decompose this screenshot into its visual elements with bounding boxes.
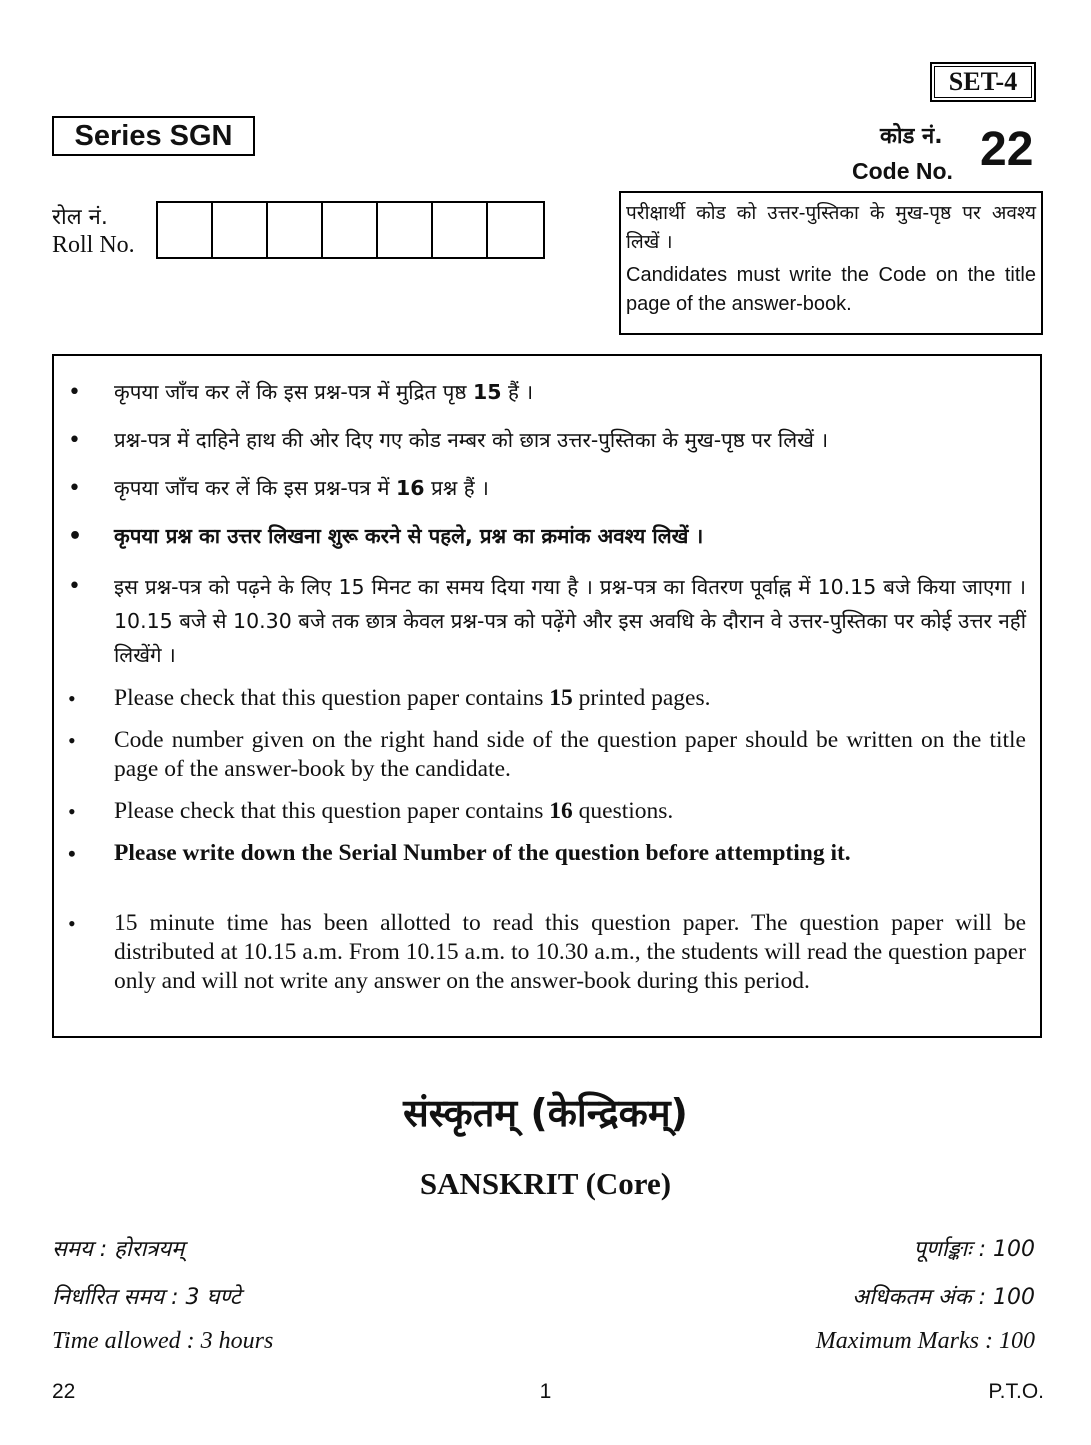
bullet-icon: • xyxy=(68,574,81,599)
marks-hindi-1: पूर्णाङ्काः : 100 xyxy=(913,1237,1035,1262)
roll-cell[interactable] xyxy=(158,203,213,257)
instruction-item: • 15 minute time has been allotted to read this question paper. The question paper will be distributed at 10.15 a.m. From 10.15 a.m. to 10.30 a.m., the students will read the question paper only and will not write any answer on the answer-book during this period. xyxy=(68,910,1026,994)
instruction-item: • Please check that this question paper contains 16 questions. xyxy=(68,798,674,824)
candidate-note-hindi: परीक्षार्थी कोड को उत्तर-पुस्तिका के मुख-पृष्ठ पर अवश्य लिखें । xyxy=(626,202,1036,253)
time-hindi-1: समय : होरात्रयम् xyxy=(52,1237,185,1262)
footer-code: 22 xyxy=(52,1380,76,1403)
subject-title-hindi: संस्कृतम् (केन्द्रिकम्) xyxy=(403,1091,688,1135)
roll-cell[interactable] xyxy=(488,203,543,257)
instruction-item: • Please write down the Serial Number of the question before attempting it. xyxy=(68,840,851,866)
roll-cell[interactable] xyxy=(378,203,433,257)
instruction-item: • कृपया जाँच कर लें कि इस प्रश्न-पत्र में मुद्रित पृष्ठ 15 हैं । xyxy=(68,380,534,405)
candidate-note-english: Candidates must write the Code on the title page of the answer-book. xyxy=(626,264,1036,315)
code-label-hindi: कोड नं. xyxy=(880,124,943,149)
bullet-icon: • xyxy=(68,476,81,501)
bullet-icon: • xyxy=(68,728,76,753)
instruction-item: • कृपया जाँच कर लें कि इस प्रश्न-पत्र में 16 प्रश्न हैं । xyxy=(68,476,489,501)
bullet-icon: • xyxy=(68,911,76,936)
bullet-icon: • xyxy=(68,380,81,405)
code-number: 22 xyxy=(980,123,1034,176)
series-label: Series SGN xyxy=(52,116,255,156)
bullet-icon: • xyxy=(68,799,76,824)
marks-hindi-2: अधिकतम अंक : 100 xyxy=(852,1285,1035,1310)
roll-cell[interactable] xyxy=(323,203,378,257)
bullet-icon: • xyxy=(68,686,76,711)
instruction-item: • इस प्रश्न-पत्र को पढ़ने के लिए 15 मिनट का समय दिया गया है । प्रश्न-पत्र का वितरण पूर्वाह्न में 10.15 बजे किया जाएगा । 10.15 बजे से 10.30 बजे तक छात्र केवल प्रश्न-पत्र को पढ़ेंगे और इस अवधि के दौरान वे उत्तर-पुस्तिका पर कोई उत्तर नहीं लिखेंगे । xyxy=(114,570,1026,672)
bullet-icon: • xyxy=(68,428,81,453)
time-hindi-2: निर्धारित समय : 3 घण्टे xyxy=(52,1285,241,1310)
roll-label-hindi: रोल नं. xyxy=(52,205,108,230)
instruction-item: • Please check that this question paper contains 15 printed pages. xyxy=(68,685,711,711)
footer-pto: P.T.O. xyxy=(988,1380,1044,1403)
bullet-icon: • xyxy=(68,524,83,549)
instruction-item: • प्रश्न-पत्र में दाहिने हाथ की ओर दिए गए कोड नम्बर को छात्र उत्तर-पुस्तिका के मुख-पृष्ठ पर लिखें । xyxy=(68,428,829,453)
roll-cell[interactable] xyxy=(433,203,488,257)
roll-cell[interactable] xyxy=(268,203,323,257)
time-english: Time allowed : 3 hours xyxy=(52,1328,274,1354)
candidate-note-box xyxy=(619,191,1043,335)
set-label: SET-4 xyxy=(930,62,1036,102)
bullet-icon: • xyxy=(68,841,76,866)
roll-number-grid[interactable] xyxy=(156,201,545,259)
roll-cell[interactable] xyxy=(213,203,268,257)
subject-title-english: SANSKRIT (Core) xyxy=(419,1166,672,1201)
footer-page-number: 1 xyxy=(539,1380,552,1403)
roll-label-english: Roll No. xyxy=(52,232,135,258)
code-label-english: Code No. xyxy=(852,158,953,184)
instruction-item: • Code number given on the right hand side of the question paper should be written on the title page of the answer-book by the candidate. xyxy=(68,727,1026,782)
instructions-box xyxy=(52,354,1042,1038)
instruction-item: • कृपया प्रश्न का उत्तर लिखना शुरू करने से पहले, प्रश्न का क्रमांक अवश्य लिखें । xyxy=(68,524,704,549)
marks-english: Maximum Marks : 100 xyxy=(815,1328,1035,1354)
